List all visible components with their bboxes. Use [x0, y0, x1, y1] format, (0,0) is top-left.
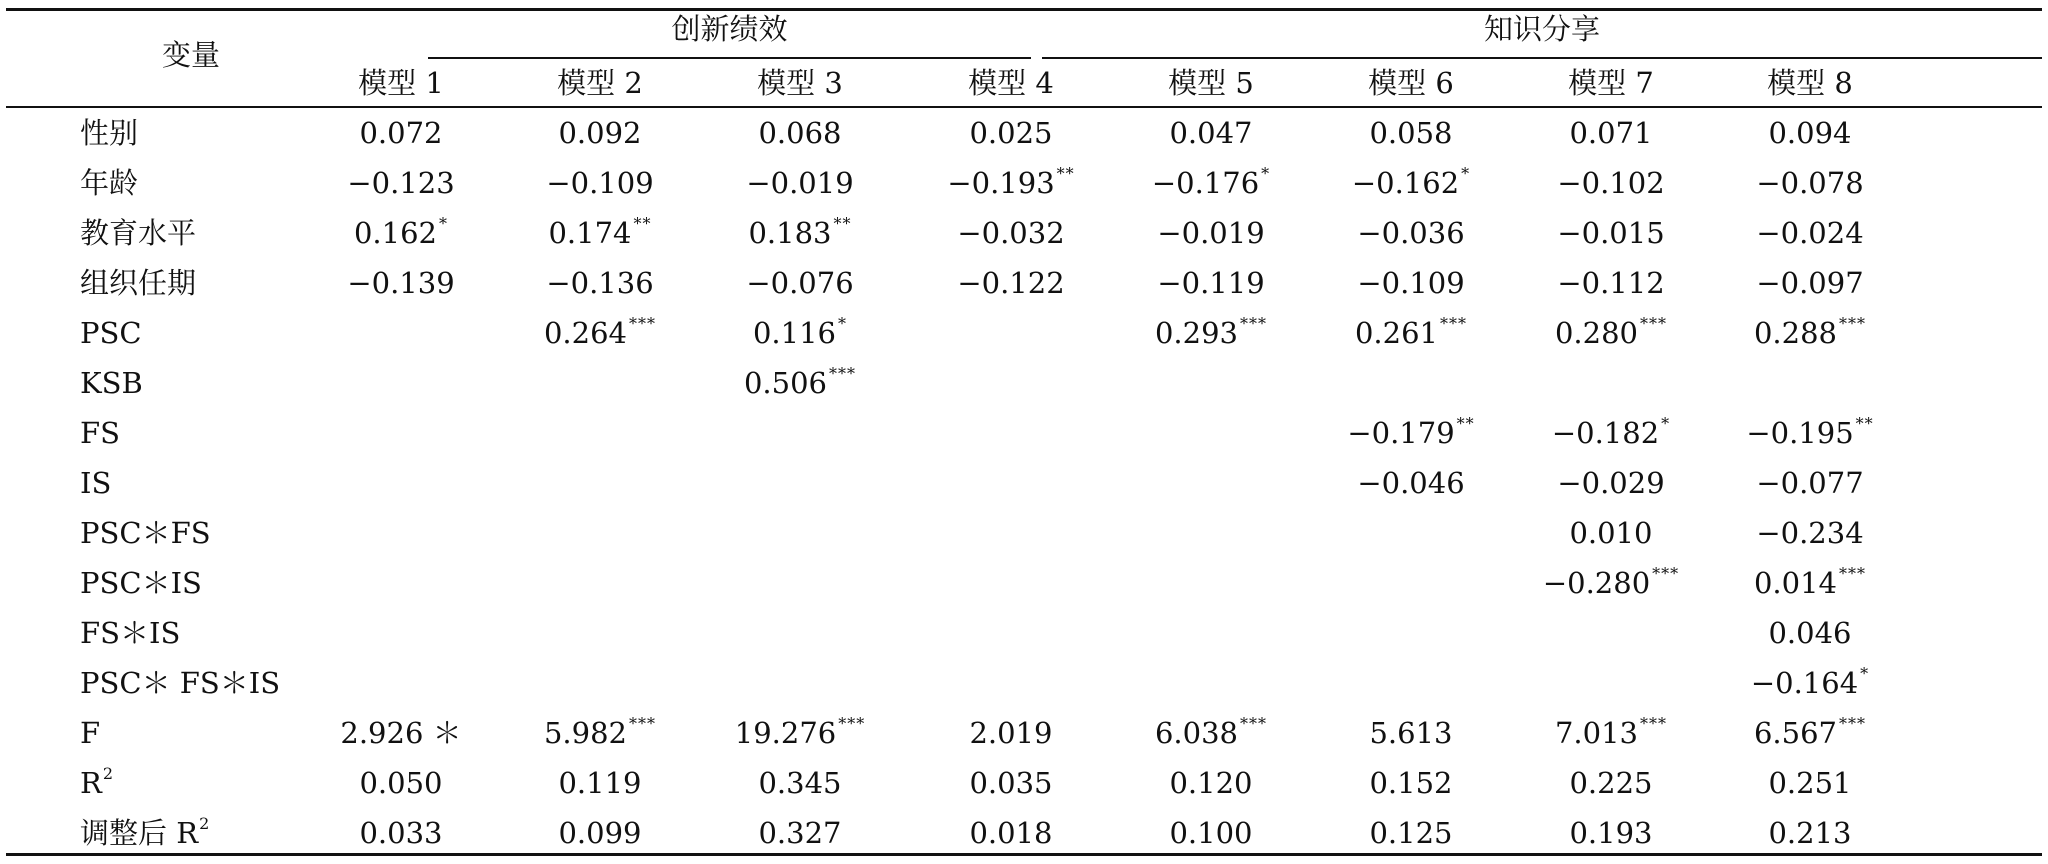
table-cell [505, 116, 695, 150]
significance-stars: ** [1456, 414, 1475, 433]
table-cell [1715, 416, 1905, 455]
cell-value: 0.193 [1569, 816, 1653, 850]
significance-stars: ** [1056, 164, 1075, 183]
cell-value: 0.251 [1768, 766, 1852, 800]
cell-value: 0.072 [359, 116, 443, 150]
table-cell [1715, 516, 1905, 550]
table-cell [1516, 516, 1706, 550]
cell-value: 0.125 [1369, 816, 1453, 850]
significance-stars: *** [1240, 314, 1268, 333]
significance-stars: * [838, 314, 848, 333]
table-cell [705, 766, 895, 800]
table-cell [505, 816, 695, 850]
table-cell [705, 216, 895, 255]
row-label-superscript: 2 [102, 764, 114, 783]
table-cell [1116, 166, 1306, 205]
row-label [80, 116, 138, 150]
cell-value: 6.567 [1753, 716, 1838, 750]
cell-value: 0.116 [752, 316, 837, 350]
cell-value: 6.038 [1154, 716, 1239, 750]
cell-value: −0.078 [1756, 166, 1864, 200]
significance-stars: *** [829, 364, 857, 383]
row-label-text: FS＊IS [80, 616, 181, 650]
table-cell [1715, 316, 1905, 355]
cell-value: −0.164 [1750, 666, 1859, 700]
cell-value: 0.058 [1369, 116, 1453, 150]
table-cell [1516, 566, 1706, 605]
table-cell [1316, 116, 1506, 150]
cell-value: 7.013 [1554, 716, 1639, 750]
group-header-innovation: 创新绩效 [671, 12, 788, 46]
table-cell [1516, 116, 1706, 150]
cell-value: −0.076 [746, 266, 854, 300]
cell-value: −0.019 [1157, 216, 1265, 250]
significance-stars: * [1461, 164, 1471, 183]
row-label-text: 年龄 [80, 166, 139, 200]
row-label [80, 316, 142, 350]
table-cell [1715, 166, 1905, 200]
table-cell [505, 266, 695, 300]
model-header-7: 模型 7 [1568, 66, 1654, 100]
row-label [80, 566, 202, 600]
cell-value: −0.102 [1557, 166, 1665, 200]
cell-value: 0.046 [1768, 616, 1852, 650]
table-cell [306, 216, 496, 255]
cell-value: −0.077 [1756, 466, 1864, 500]
significance-stars: * [439, 214, 449, 233]
cell-value: 0.071 [1569, 116, 1653, 150]
cell-value: −0.139 [347, 266, 455, 300]
significance-stars: *** [629, 714, 657, 733]
significance-stars: *** [1839, 564, 1867, 583]
table-cell [306, 266, 496, 300]
significance-stars: ** [633, 214, 652, 233]
significance-stars: * [1661, 414, 1671, 433]
table-cell [1715, 216, 1905, 250]
table-cell [306, 116, 496, 150]
model-header-8: 模型 8 [1767, 66, 1853, 100]
table-cell [1516, 216, 1706, 250]
table-cell [1316, 416, 1506, 455]
cell-value: −0.029 [1557, 466, 1665, 500]
cell-value: 0.035 [969, 766, 1053, 800]
row-label [80, 616, 180, 650]
table-cell [916, 116, 1106, 150]
table-cell [1516, 716, 1706, 755]
row-label-text: PSC [80, 316, 142, 350]
table-cell [1316, 766, 1506, 800]
table-cell [1715, 766, 1905, 800]
significance-stars: *** [1640, 714, 1668, 733]
table-cell [1715, 266, 1905, 300]
table-cell [1715, 816, 1905, 850]
table-cell [1516, 316, 1706, 355]
table-cell [1316, 816, 1506, 850]
table-cell [1116, 116, 1306, 150]
cell-value: 2.019 [969, 716, 1053, 750]
significance-stars: ** [1855, 414, 1874, 433]
table-cell [306, 716, 496, 750]
cell-value: −0.046 [1357, 466, 1465, 500]
significance-stars: *** [1640, 314, 1668, 333]
cell-value: 19.276 [734, 716, 837, 750]
row-label-text: PSC＊FS [80, 516, 211, 550]
significance-stars: *** [629, 314, 657, 333]
cell-value: 0.047 [1169, 116, 1253, 150]
table-cell [1715, 716, 1905, 755]
cell-value: −0.136 [546, 266, 654, 300]
table-cell [1715, 116, 1905, 150]
table-cell [1715, 466, 1905, 500]
table-cell [1715, 616, 1905, 650]
table-cell [1116, 716, 1306, 755]
cell-value: 0.100 [1169, 816, 1253, 850]
table-cell [705, 816, 895, 850]
cell-value: 0.014 [1753, 566, 1838, 600]
cell-value: −0.234 [1756, 516, 1864, 550]
table-cell [705, 716, 895, 755]
cell-value: 0.261 [1354, 316, 1439, 350]
cell-value: 5.982 [543, 716, 628, 750]
significance-stars: *** [1839, 314, 1867, 333]
cell-value: 0.094 [1768, 116, 1852, 150]
table-cell [1316, 166, 1506, 205]
table-cell [1516, 266, 1706, 300]
table-cell [705, 366, 895, 405]
significance-stars: *** [1440, 314, 1468, 333]
row-label-superscript: 2 [199, 814, 210, 833]
row-label [80, 716, 100, 750]
cell-value: −0.109 [1357, 266, 1465, 300]
variable-header: 变量 [161, 38, 220, 72]
significance-stars: * [1261, 164, 1271, 183]
table-cell [505, 216, 695, 255]
table-cell [1516, 466, 1706, 500]
row-label [80, 216, 196, 250]
table-cell [505, 716, 695, 755]
cell-value: 0.174 [548, 216, 632, 250]
model-header-5: 模型 5 [1168, 66, 1254, 100]
cell-value: 0.280 [1554, 316, 1639, 350]
model-header-1: 模型 1 [358, 66, 444, 100]
table-cell [1516, 416, 1706, 455]
cell-value: 0.293 [1154, 316, 1239, 350]
group-underline-innovation [428, 57, 1031, 59]
table-cell [705, 166, 895, 200]
cell-value: 0.099 [558, 816, 642, 850]
table-cell [505, 766, 695, 800]
cell-value: −0.182 [1551, 416, 1660, 450]
row-label [80, 416, 120, 450]
significance-stars: *** [1652, 564, 1680, 583]
cell-value: −0.109 [546, 166, 654, 200]
table-cell [916, 816, 1106, 850]
significance-stars: *** [1839, 714, 1867, 733]
cell-value: 0.506 [743, 366, 828, 400]
row-label [80, 466, 111, 500]
table-cell [1116, 766, 1306, 800]
significance-stars: *** [1240, 714, 1268, 733]
cell-value: 0.225 [1569, 766, 1653, 800]
cell-value: 0.068 [758, 116, 842, 150]
table-cell [306, 816, 496, 850]
cell-value: 0.288 [1753, 316, 1838, 350]
table-cell [1116, 816, 1306, 850]
significance-stars: *** [838, 714, 866, 733]
table-cell [1116, 316, 1306, 355]
cell-value: 0.092 [558, 116, 642, 150]
table-cell [1116, 216, 1306, 250]
row-label-text: PSC＊IS [80, 566, 202, 600]
table-cell [1715, 666, 1905, 705]
cell-value: −0.119 [1157, 266, 1265, 300]
table-cell [1516, 766, 1706, 800]
row-label-text: 组织任期 [80, 266, 197, 300]
table-cell [705, 266, 895, 300]
table-cell [916, 766, 1106, 800]
row-label-text: FS [80, 416, 120, 450]
table-cell [505, 166, 695, 200]
cell-value: −0.195 [1746, 416, 1854, 450]
cell-value: −0.112 [1557, 266, 1665, 300]
model-header-4: 模型 4 [968, 66, 1054, 100]
row-label-text: KSB [80, 366, 143, 400]
cell-value: 0.120 [1169, 766, 1253, 800]
table-cell [1316, 716, 1506, 750]
cell-value: 0.183 [748, 216, 832, 250]
cell-value: 0.264 [543, 316, 628, 350]
row-label [80, 666, 280, 700]
cell-value: 0.345 [758, 766, 842, 800]
cell-value: −0.280 [1542, 566, 1651, 600]
cell-value: −0.032 [957, 216, 1065, 250]
row-label [80, 816, 209, 855]
table-cell [705, 316, 895, 355]
table-cell [306, 766, 496, 800]
table-cell [1516, 816, 1706, 850]
cell-value: −0.024 [1756, 216, 1864, 250]
cell-value: 0.213 [1768, 816, 1852, 850]
model-header-2: 模型 2 [557, 66, 643, 100]
cell-value: −0.019 [746, 166, 854, 200]
significance-stars: ** [833, 214, 852, 233]
cell-value: 0.050 [359, 766, 443, 800]
cell-value: 0.010 [1569, 516, 1653, 550]
cell-value: −0.015 [1557, 216, 1665, 250]
row-label-text: IS [80, 466, 112, 500]
cell-value: −0.122 [957, 266, 1065, 300]
cell-value: −0.162 [1351, 166, 1460, 200]
model-header-6: 模型 6 [1368, 66, 1454, 100]
table-cell [1516, 166, 1706, 200]
table-cell [916, 716, 1106, 750]
table-cell [1316, 216, 1506, 250]
significance-stars: * [1860, 664, 1870, 683]
cell-value: −0.097 [1756, 266, 1864, 300]
cell-value: 5.613 [1369, 716, 1453, 750]
row-label-text: 调整后 R [80, 816, 199, 850]
table-cell [1116, 266, 1306, 300]
cell-value: −0.193 [947, 166, 1055, 200]
row-label [80, 766, 113, 805]
group-underline-knowledge [1042, 57, 2042, 59]
table-cell [916, 166, 1106, 205]
table-cell [1715, 566, 1905, 605]
row-label-text: PSC＊ FS＊IS [80, 666, 281, 700]
cell-value: −0.179 [1347, 416, 1455, 450]
row-label-text: F [80, 716, 101, 750]
cell-value: 2.926 ＊ [340, 716, 462, 750]
cell-value: 0.025 [969, 116, 1053, 150]
table-cell [1316, 466, 1506, 500]
cell-value: 0.152 [1369, 766, 1453, 800]
table-top-rule [6, 8, 2042, 11]
table-cell [916, 216, 1106, 250]
row-label [80, 266, 196, 300]
row-label-text: 性别 [80, 116, 139, 150]
row-label-text: R [80, 766, 102, 800]
row-label [80, 166, 138, 200]
table-cell [505, 316, 695, 355]
cell-value: −0.176 [1151, 166, 1260, 200]
cell-value: −0.036 [1357, 216, 1465, 250]
table-cell [1316, 316, 1506, 355]
cell-value: 0.327 [758, 816, 842, 850]
table-bottom-rule [6, 853, 2042, 856]
table-cell [916, 266, 1106, 300]
cell-value: 0.033 [359, 816, 443, 850]
row-label-text: 教育水平 [80, 216, 197, 250]
row-label [80, 366, 143, 400]
table-header-rule [6, 106, 2042, 108]
cell-value: 0.119 [558, 766, 642, 800]
cell-value: 0.018 [969, 816, 1053, 850]
table-cell [705, 116, 895, 150]
model-header-3: 模型 3 [757, 66, 843, 100]
cell-value: −0.123 [347, 166, 455, 200]
group-header-knowledge: 知识分享 [1483, 12, 1600, 46]
row-label [80, 516, 211, 550]
cell-value: 0.162 [353, 216, 438, 250]
table-cell [306, 166, 496, 200]
table-cell [1316, 266, 1506, 300]
